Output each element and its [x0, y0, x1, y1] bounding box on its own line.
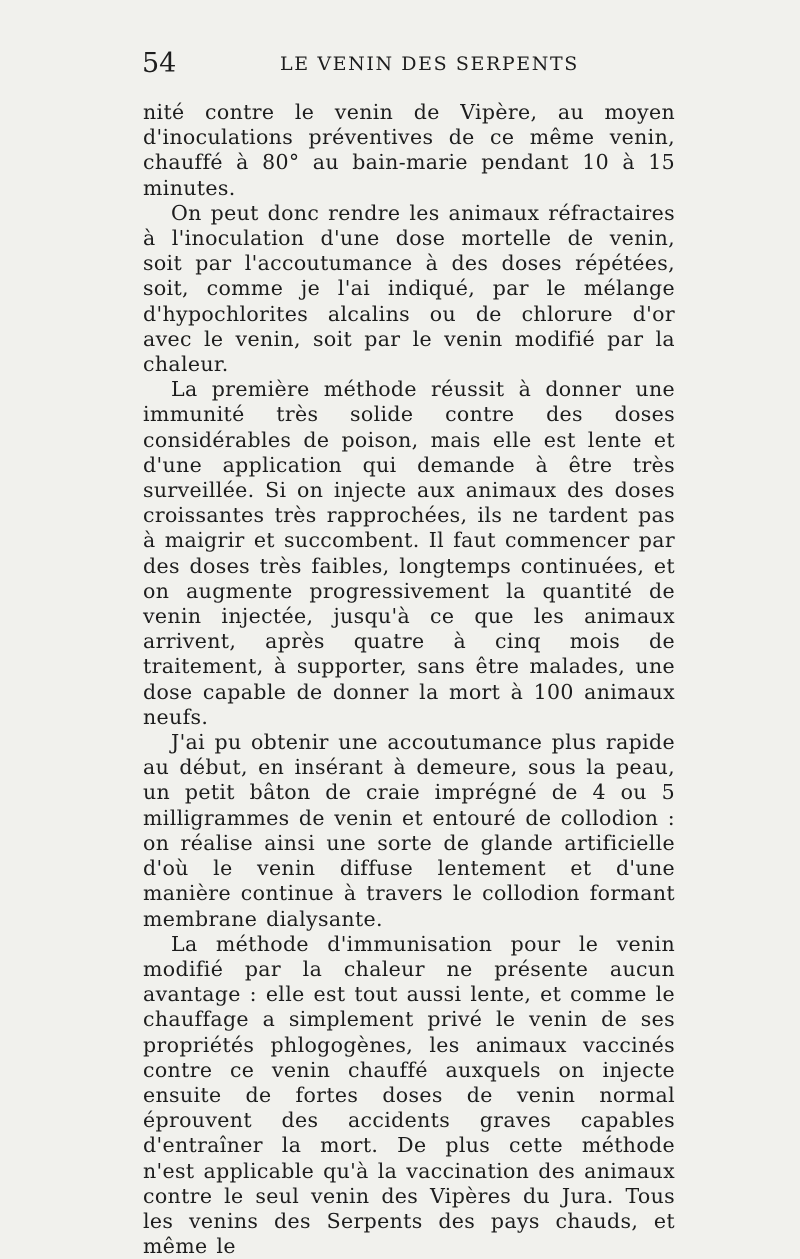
paragraph-1: nité contre le venin de Vipère, au moyen d'inoculations préventives de ce même venin, chauffé à 80° au bain-marie pendant 10 à 15 minutes. — [143, 100, 675, 200]
body-text — [143, 100, 675, 1259]
running-title: LE VENIN DES SERPENTS — [280, 53, 579, 75]
page-header — [142, 48, 672, 82]
paragraph-5: La méthode d'immunisation pour le venin modifié par la chaleur ne présente aucun avantage : elle est tout aussi lente, et comme le chauffage a simplement privé le venin de ses propriétés phlogogènes, les animaux vaccinés contre ce venin chauffé auxquels on injecte ensuite de fortes doses de venin normal éprouvent des accidents graves capables d'entraîner la mort. De plus cette méthode n'est applicable qu'à la vaccination des animaux contre le seul venin des Vipères du Jura. Tous les venins des Serpents des pays chauds, et même le — [143, 931, 675, 1259]
page-number: 54 — [142, 48, 177, 79]
paragraph-2: On peut donc rendre les animaux réfractaires à l'inoculation d'une dose mortelle de venin, soit par l'accoutumance à des doses répétées, soit, comme je l'ai indiqué, par le mélange d'hypochlorites alcalins ou de chlorure d'or avec le venin, soit par le venin modifié par la chaleur. — [143, 200, 675, 377]
paragraph-4: J'ai pu obtenir une accoutumance plus rapide au début, en insérant à demeure, sous la peau, un petit bâton de craie imprégné de 4 ou 5 milligrammes de venin et entouré de collodion : on réalise ainsi une sorte de glande artificielle d'où le venin diffuse lentement et d'une manière continue à travers le collodion formant membrane dialysante. — [143, 730, 675, 931]
paragraph-3: La première méthode réussit à donner une immunité très solide contre des doses considérables de poison, mais elle est lente et d'une application qui demande à être très surveillée. Si on injecte aux animaux des doses croissantes très rapprochées, ils ne tardent pas à maigrir et succombent. Il faut commencer par des doses très faibles, longtemps continuées, et on augmente progressivement la quantité de venin injectée, jusqu'à ce que les animaux arrivent, après quatre à cinq mois de traitement, à supporter, sans être malades, une dose capable de donner la mort à 100 animaux neufs. — [143, 377, 675, 729]
